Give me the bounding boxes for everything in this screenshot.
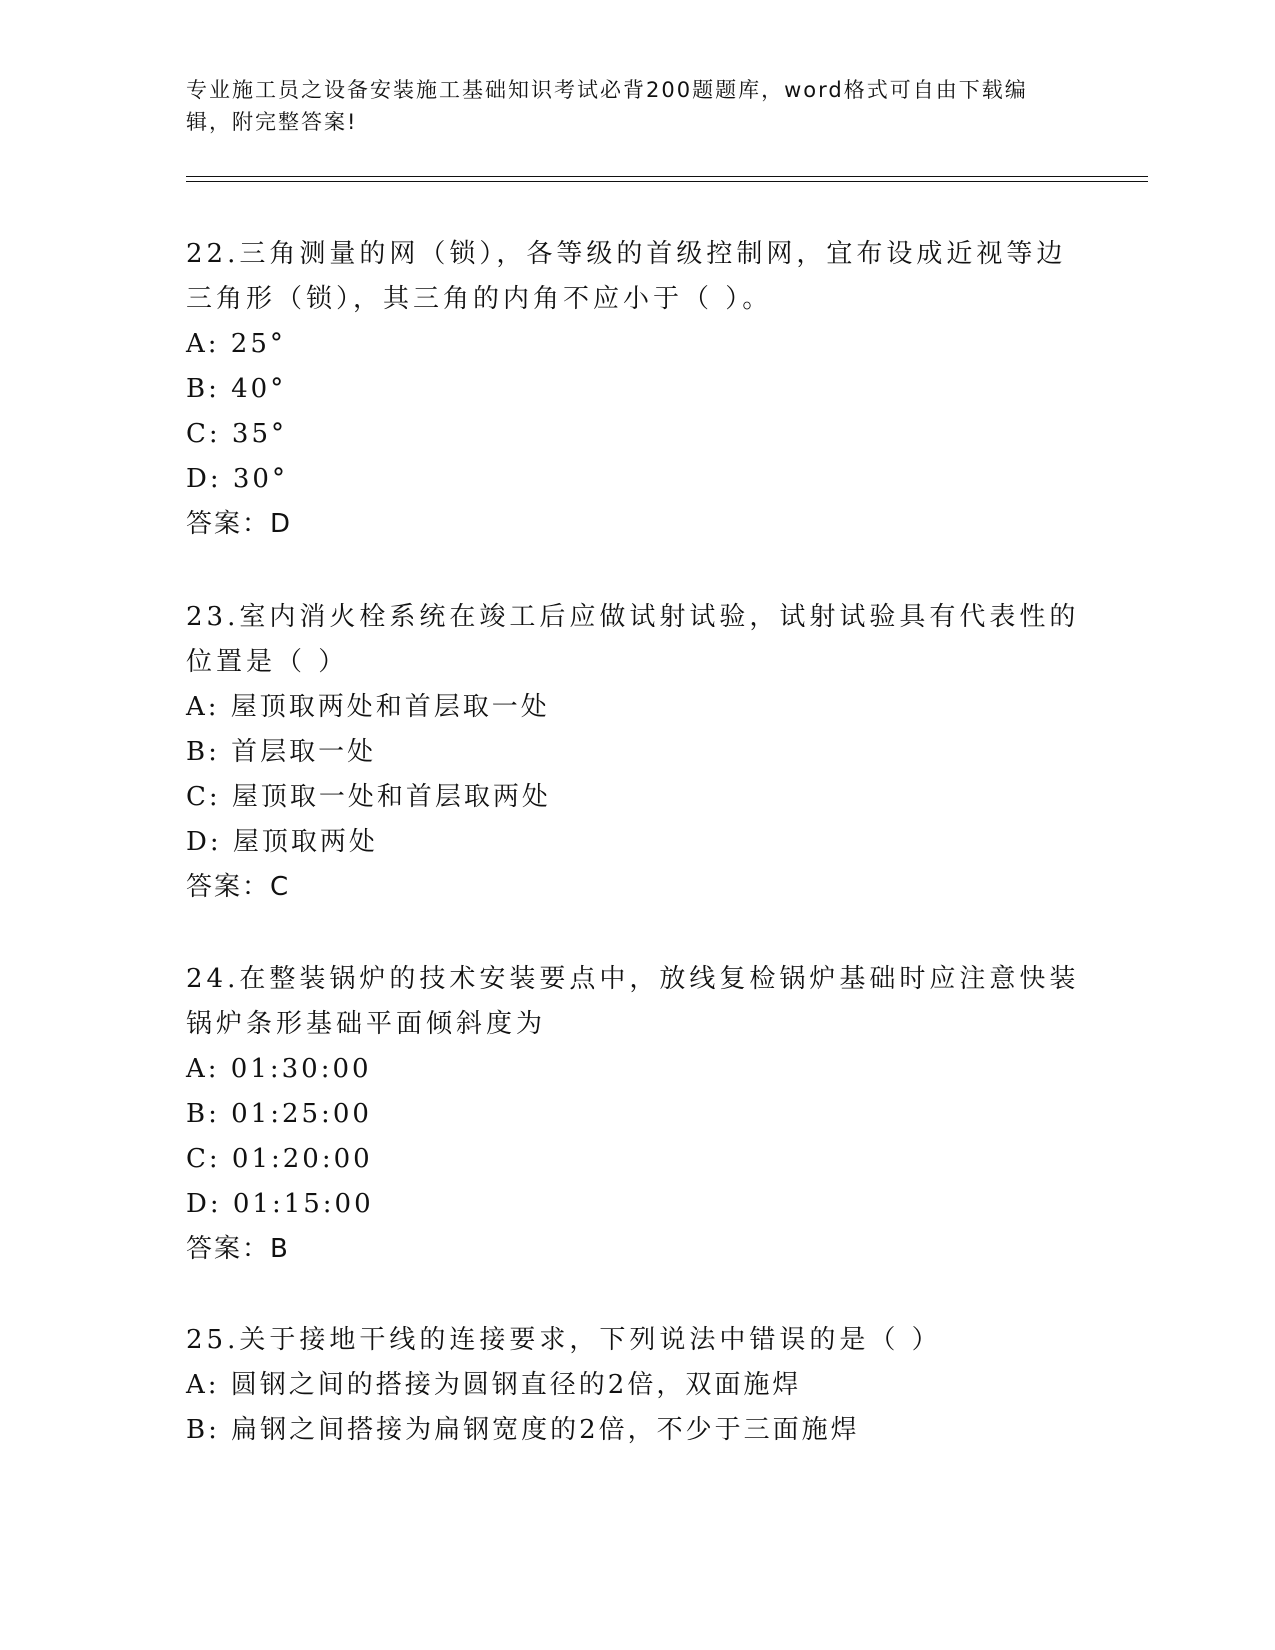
- answer-line: 答案：B: [186, 1234, 290, 1264]
- question-stem: 25.关于接地干线的连接要求，下列说法中错误的是（ ）: [186, 1325, 942, 1355]
- option-a: A: 屋顶取两处和首层取一处: [186, 692, 550, 722]
- answer-line: 答案：C: [186, 872, 291, 902]
- question-23: [186, 595, 1086, 910]
- question-25: [186, 1318, 1086, 1453]
- option-b: B: 首层取一处: [186, 737, 377, 767]
- option-b: B: 40°: [186, 374, 287, 404]
- question-22: [186, 232, 1086, 547]
- option-d: D: 屋顶取两处: [186, 827, 378, 857]
- header-rule-top: [186, 176, 1148, 177]
- option-b: B: 扁钢之间搭接为扁钢宽度的2倍，不少于三面施焊: [186, 1415, 860, 1445]
- option-b: B: 01:25:00: [186, 1099, 372, 1129]
- option-c: C: 01:20:00: [186, 1144, 373, 1174]
- option-d: D: 30°: [186, 464, 288, 494]
- question-stem: 22.三角测量的网（锁），各等级的首级控制网，宜布设成近视等边三角形（锁），其三角的内角不应小于（ ）。: [186, 239, 1067, 314]
- option-a: A: 01:30:00: [186, 1054, 372, 1084]
- option-c: C: 35°: [186, 419, 288, 449]
- question-stem: 23.室内消火栓系统在竣工后应做试射试验，试射试验具有代表性的位置是（ ）: [186, 602, 1080, 677]
- question-stem: 24.在整装锅炉的技术安装要点中，放线复检锅炉基础时应注意快装锅炉条形基础平面倾斜度为: [186, 964, 1080, 1039]
- question-24: [186, 957, 1086, 1272]
- option-c: C: 屋顶取一处和首层取两处: [186, 782, 551, 812]
- document-header: 专业施工员之设备安装施工基础知识考试必背200题题库，word格式可自由下载编辑，附完整答案!: [186, 78, 1028, 134]
- header-rule-bottom: [186, 181, 1148, 182]
- option-a: A: 圆钢之间的搭接为圆钢直径的2倍，双面施焊: [186, 1370, 802, 1400]
- option-a: A: 25°: [186, 329, 286, 359]
- option-d: D: 01:15:00: [186, 1189, 374, 1219]
- answer-line: 答案：D: [186, 509, 293, 539]
